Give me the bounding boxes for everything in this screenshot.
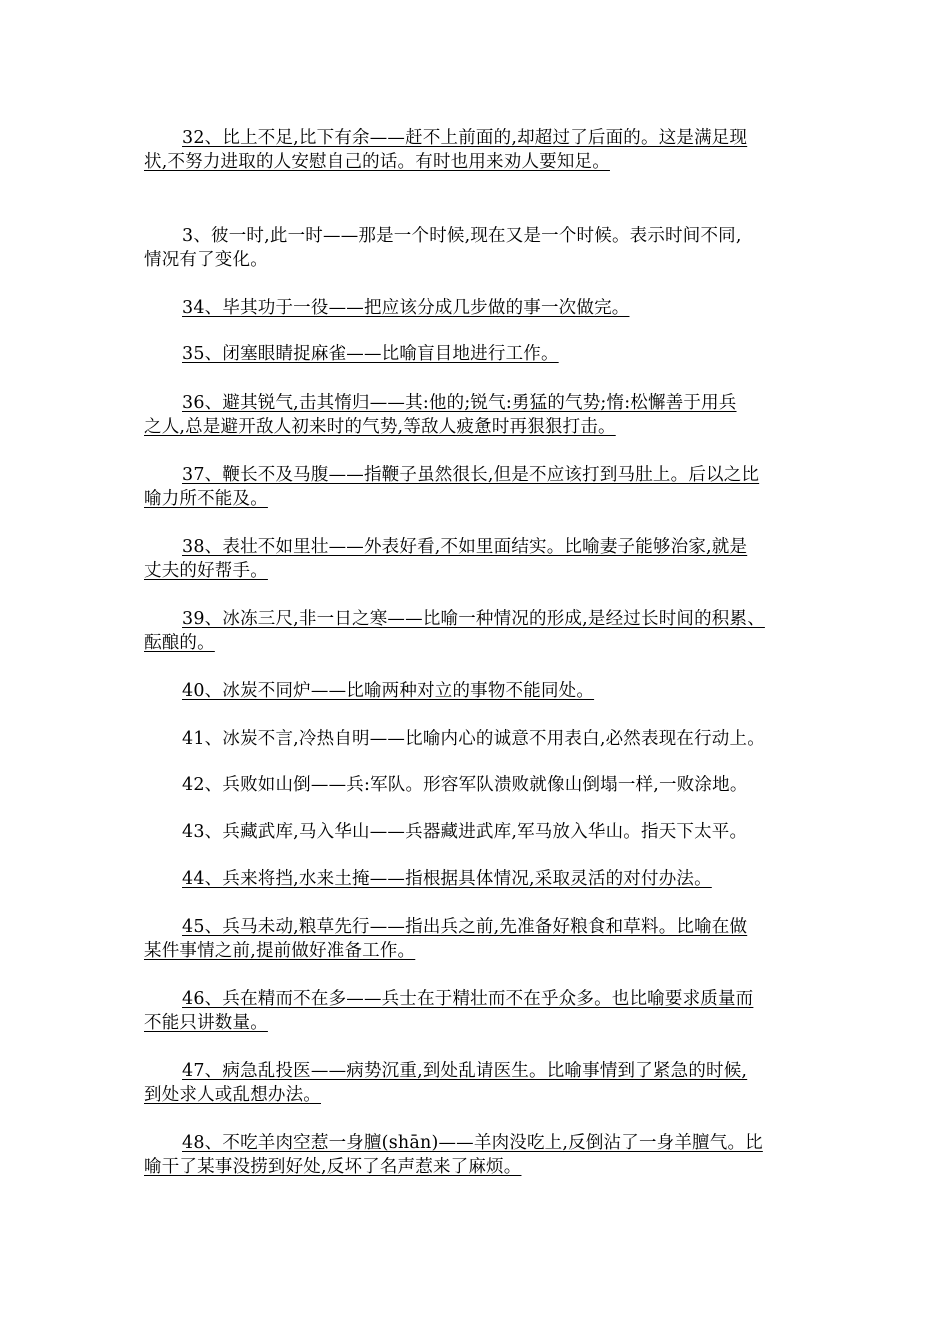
entry-43: [144, 820, 814, 844]
entry-line: 34、毕其功于一役——把应该分成几步做的事一次做完。: [182, 298, 630, 318]
entry-line: 喻干了某事没捞到好处,反坏了名声惹来了麻烦。: [144, 1157, 522, 1177]
entry-40: [144, 679, 814, 703]
entry-line: 47、病急乱投医——病势沉重,到处乱请医生。比喻事情到了紧急的时候,: [182, 1061, 748, 1081]
entry-line: 酝酿的。: [144, 633, 215, 653]
entry-line: 喻力所不能及。: [144, 489, 268, 509]
entry-45: [144, 915, 814, 963]
entry-39: [144, 607, 814, 655]
entry-44: [144, 867, 814, 891]
entry-line: 42、兵败如山倒——兵:军队。形容军队溃败就像山倒塌一样,一败涂地。: [182, 775, 748, 795]
entry-line: 不能只讲数量。: [144, 1013, 268, 1033]
entry-line: 40、冰炭不同炉——比喻两种对立的事物不能同处。: [182, 681, 595, 701]
entry-line: 丈夫的好帮手。: [144, 561, 268, 581]
entry-line: 48、不吃羊肉空惹一身膻(shān)——羊肉没吃上,反倒沾了一身羊膻气。比: [182, 1133, 763, 1153]
entry-line: 45、兵马未动,粮草先行——指出兵之前,先准备好粮食和草料。比喻在做: [182, 917, 748, 937]
entry-32: [144, 126, 814, 174]
entry-line: 情况有了变化。: [144, 250, 268, 270]
entry-47: [144, 1059, 814, 1107]
entry-line: 41、冰炭不言,冷热自明——比喻内心的诚意不用表白,必然表现在行动上。: [182, 729, 765, 749]
entry-line: 32、比上不足,比下有余——赶不上前面的,却超过了后面的。这是满足现: [182, 128, 748, 148]
entry-line: 43、兵藏武库,马入华山——兵器藏进武库,军马放入华山。指天下太平。: [182, 822, 748, 842]
entry-line: 到处求人或乱想办法。: [144, 1085, 321, 1105]
entry-38: [144, 535, 814, 583]
entry-35: [144, 342, 814, 366]
entry-line: 某件事情之前,提前做好准备工作。: [144, 941, 416, 961]
entry-37: [144, 463, 814, 511]
entry-line: 39、冰冻三尺,非一日之寒——比喻一种情况的形成,是经过长时间的积累、: [182, 609, 765, 629]
entry-line: 3、彼一时,此一时——那是一个时候,现在又是一个时候。表示时间不同,: [182, 226, 742, 246]
entry-line: 37、鞭长不及马腹——指鞭子虽然很长,但是不应该打到马肚上。后以之比: [182, 465, 760, 485]
entry-46: [144, 987, 814, 1035]
entry-41: [144, 727, 814, 751]
entry-34: [144, 296, 814, 320]
entry-line: 之人,总是避开敌人初来时的气势,等敌人疲惫时再狠狠打击。: [144, 417, 616, 437]
entry-48: [144, 1131, 814, 1179]
entry-line: 35、闭塞眼睛捉麻雀——比喻盲目地进行工作。: [182, 344, 559, 364]
entry-line: 36、避其锐气,击其惰归——其:他的;锐气:勇猛的气势;惰:松懈善于用兵: [182, 393, 737, 413]
entry-line: 44、兵来将挡,水来土掩——指根据具体情况,采取灵活的对付办法。: [182, 869, 712, 889]
entry-36: [144, 391, 814, 439]
entry-line: 状,不努力进取的人安慰自己的话。有时也用来劝人要知足。: [144, 152, 610, 172]
entry-line: 38、表壮不如里壮——外表好看,不如里面结实。比喻妻子能够治家,就是: [182, 537, 748, 557]
entry-42: [144, 773, 814, 797]
entry-line: 46、兵在精而不在多——兵士在于精壮而不在乎众多。也比喻要求质量而: [182, 989, 754, 1009]
entry-3: [144, 224, 814, 272]
